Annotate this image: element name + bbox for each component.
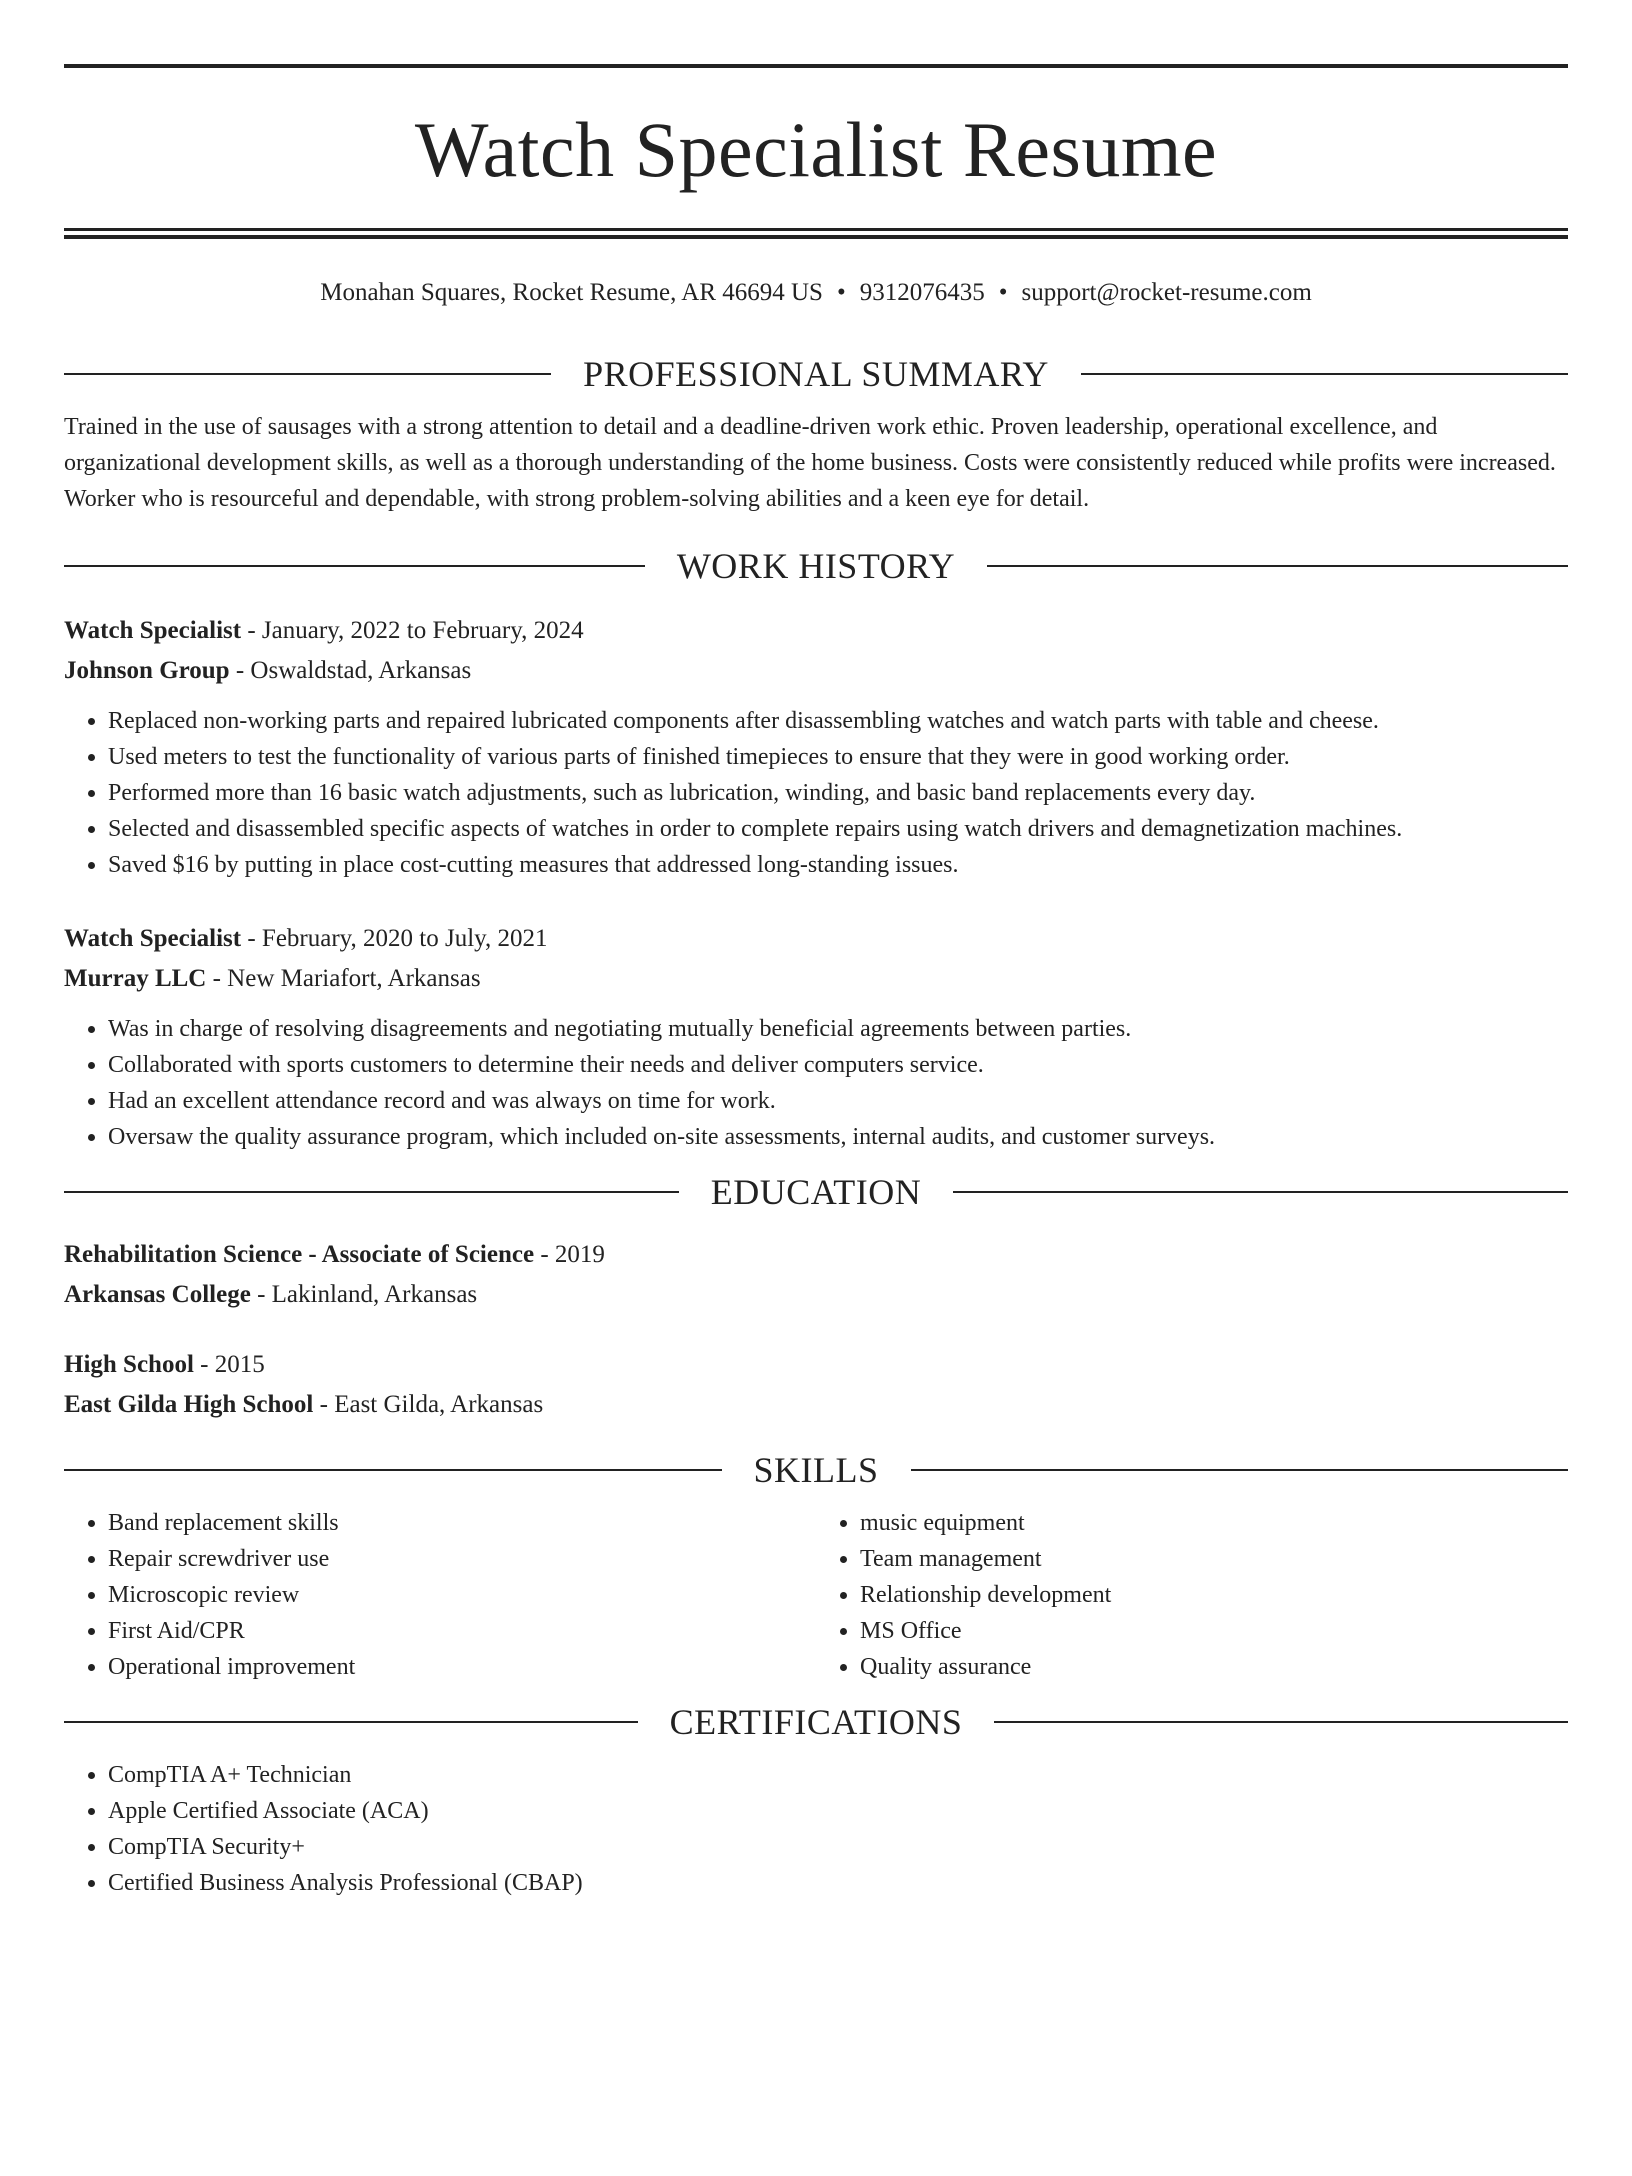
heading-rule <box>64 565 645 567</box>
school: Arkansas College <box>64 1281 251 1308</box>
list-item: • CompTIA A+ Technician <box>108 1757 1568 1793</box>
school-line <box>64 1385 1568 1425</box>
job-company-line <box>64 651 1568 691</box>
job-company-line <box>64 959 1568 999</box>
job-title: Watch Specialist <box>64 617 242 644</box>
list-item: • Performed more than 16 basic watch adjustments, such as lubrication, winding, and basic band replacements every day. <box>108 775 1568 811</box>
job-title: Watch Specialist <box>64 925 242 952</box>
contact-address: Monahan Squares, Rocket Resume, AR 46694 US <box>320 279 823 306</box>
title-double-divider <box>64 228 1568 239</box>
heading-rule <box>911 1469 1569 1471</box>
school-location: - Lakinland, Arkansas <box>250 1281 478 1308</box>
list-item: • Apple Certified Associate (ACA) <box>108 1793 1568 1829</box>
contact-phone: 9312076435 <box>859 279 985 306</box>
job-bullets <box>64 703 1568 883</box>
job-dates: - February, 2020 to July, 2021 <box>241 925 548 952</box>
skills-list-right <box>816 1505 1568 1685</box>
list-item: • Quality assurance <box>860 1649 1568 1685</box>
heading-rule <box>64 373 551 375</box>
list-item: • Certified Business Analysis Professional (CBAP) <box>108 1865 1568 1901</box>
job-company: Murray LLC <box>64 965 207 992</box>
list-item: • Used meters to test the functionality of various parts of finished timepieces to ensure that they were in good working order. <box>108 739 1568 775</box>
work-entry <box>64 919 1568 1155</box>
heading-rule <box>987 565 1568 567</box>
skills-columns <box>64 1505 1568 1685</box>
school-location: - East Gilda, Arkansas <box>313 1391 544 1418</box>
list-item: • Selected and disassembled specific aspects of watches in order to complete repairs using watch drivers and demagnetization machines. <box>108 811 1568 847</box>
school-line <box>64 1275 1568 1315</box>
heading-rule <box>64 1721 638 1723</box>
list-item: • Relationship development <box>860 1577 1568 1613</box>
section-title: PROFESSIONAL SUMMARY <box>583 354 1049 394</box>
heading-rule <box>64 1469 722 1471</box>
summary-text: Trained in the use of sausages with a strong attention to detail and a deadline-driven work ethic. Proven leadership, operational excellence, and organizational development skills, as well as a thorough understanding of the home business. Costs were consistently reduced while profits were increased. Worker who is resourceful and dependable, with strong problem-solving abilities and a keen eye for detail. <box>64 414 1556 512</box>
list-item: • Team management <box>860 1541 1568 1577</box>
degree-year: - 2015 <box>193 1351 265 1378</box>
heading-rule <box>64 1191 679 1193</box>
heading-rule <box>994 1721 1568 1723</box>
job-company: Johnson Group <box>64 657 230 684</box>
list-item: • Oversaw the quality assurance program, which included on-site assessments, internal audits, and customer surveys. <box>108 1119 1568 1155</box>
heading-rule <box>1081 373 1568 375</box>
list-item: • Repair screwdriver use <box>108 1541 816 1577</box>
degree-heading <box>64 1235 1568 1275</box>
resume-page <box>0 64 1632 2176</box>
list-item: • Replaced non-working parts and repaired lubricated components after disassembling watches and watch parts with table and cheese. <box>108 703 1568 739</box>
section-heading-skills <box>64 1447 1568 1493</box>
job-location: - New Mariafort, Arkansas <box>206 965 481 992</box>
job-bullets <box>64 1011 1568 1155</box>
contact-line <box>64 275 1568 311</box>
list-item: • Was in charge of resolving disagreements and negotiating mutually beneficial agreements between parties. <box>108 1011 1568 1047</box>
skills-list-left <box>64 1505 816 1685</box>
top-divider <box>64 64 1568 68</box>
section-title: EDUCATION <box>710 1172 922 1212</box>
contact-email: support@rocket-resume.com <box>1021 279 1312 306</box>
job-heading <box>64 919 1568 959</box>
list-item: • CompTIA Security+ <box>108 1829 1568 1865</box>
degree: High School <box>64 1351 194 1378</box>
list-item: • MS Office <box>860 1613 1568 1649</box>
list-item: • music equipment <box>860 1505 1568 1541</box>
heading-rule <box>953 1191 1568 1193</box>
section-heading-summary <box>64 351 1568 397</box>
list-item: • Operational improvement <box>108 1649 816 1685</box>
list-item: • Band replacement skills <box>108 1505 816 1541</box>
education-entry <box>64 1345 1568 1425</box>
section-title: SKILLS <box>753 1450 879 1490</box>
resume-title: Watch Specialist Resume <box>414 106 1218 193</box>
work-entry <box>64 611 1568 883</box>
certifications-block <box>64 1757 1568 1901</box>
section-heading-work <box>64 543 1568 589</box>
list-item: • Saved $16 by putting in place cost-cutting measures that addressed long-standing issues. <box>108 847 1568 883</box>
job-dates: - January, 2022 to February, 2024 <box>241 617 584 644</box>
certifications-list <box>64 1757 1568 1901</box>
job-heading <box>64 611 1568 651</box>
education-entry <box>64 1235 1568 1315</box>
contact-separator: • <box>998 279 1008 306</box>
degree: Rehabilitation Science - Associate of Science <box>64 1241 535 1268</box>
list-item: • Had an excellent attendance record and was always on time for work. <box>108 1083 1568 1119</box>
section-heading-education <box>64 1169 1568 1215</box>
degree-heading <box>64 1345 1568 1385</box>
degree-year: - 2019 <box>534 1241 605 1268</box>
contact-separator: • <box>836 279 846 306</box>
school: East Gilda High School <box>64 1391 314 1418</box>
section-title: WORK HISTORY <box>676 546 956 586</box>
section-title: CERTIFICATIONS <box>669 1702 963 1742</box>
list-item: • Microscopic review <box>108 1577 816 1613</box>
section-heading-certifications <box>64 1699 1568 1745</box>
list-item: • Collaborated with sports customers to determine their needs and deliver computers service. <box>108 1047 1568 1083</box>
list-item: • First Aid/CPR <box>108 1613 816 1649</box>
job-location: - Oswaldstad, Arkansas <box>229 657 472 684</box>
